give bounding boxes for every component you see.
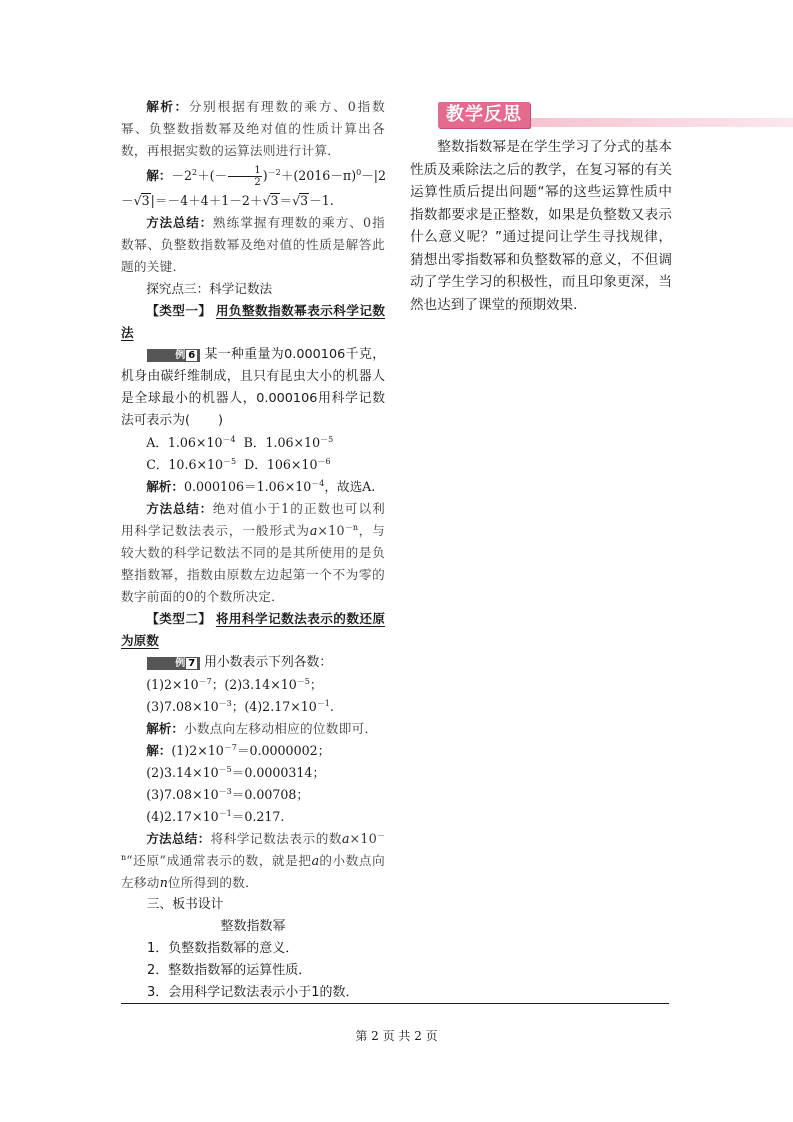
option-d: D．106×10 bbox=[244, 457, 318, 472]
exponent: －6 bbox=[317, 456, 331, 466]
right-column bbox=[410, 100, 672, 316]
method-text: 将科学记数法表示的数 bbox=[210, 831, 343, 846]
solution-row-2 bbox=[121, 762, 385, 784]
options-row-1 bbox=[121, 432, 385, 454]
solution-term: (1)2×10 bbox=[171, 743, 224, 758]
solution-term: (2)3.14×10 bbox=[146, 765, 219, 780]
sqrt-icon: √ bbox=[292, 193, 301, 208]
solution-term: ＝0.217. bbox=[231, 809, 285, 824]
item-text: (1)2×10 bbox=[146, 677, 199, 692]
explore-heading: 探究点三：科学记数法 bbox=[146, 281, 273, 296]
variable-a: a bbox=[342, 831, 350, 846]
exponent: －2 bbox=[267, 167, 281, 177]
variable-n: n bbox=[159, 875, 168, 890]
exponent: －n bbox=[344, 522, 359, 532]
solution-term: ＝ bbox=[279, 193, 293, 208]
example-badge: 例 7 bbox=[147, 657, 201, 670]
analysis-label: 解析： bbox=[146, 721, 184, 736]
exponent: －7 bbox=[198, 676, 212, 686]
reflection-heading-block bbox=[410, 100, 672, 132]
example-6 bbox=[121, 344, 385, 432]
type-1-heading bbox=[121, 300, 385, 344]
solution-term: |＝－4＋4＋1－2＋ bbox=[150, 193, 263, 208]
example-7 bbox=[121, 652, 385, 674]
fraction bbox=[228, 165, 262, 188]
solution-term: ＝0.0000314； bbox=[231, 765, 326, 780]
options-row-2 bbox=[121, 454, 385, 476]
method-text: ×10 bbox=[317, 523, 345, 538]
analysis-paragraph-1 bbox=[121, 96, 385, 162]
radicand: 3 bbox=[300, 193, 309, 208]
type-title: 用负整数指数幂表示科学记数法 bbox=[121, 303, 386, 340]
method-text: ×10 bbox=[349, 831, 378, 846]
analysis-paragraph-2 bbox=[121, 476, 385, 498]
exponent: 2 bbox=[191, 167, 198, 177]
item-text: ；(2)3.14×10 bbox=[211, 677, 297, 692]
method-label: 方法总结： bbox=[146, 215, 213, 230]
solution-label: 解： bbox=[146, 743, 172, 758]
exponent: －1 bbox=[316, 698, 330, 708]
exponent: 0 bbox=[356, 167, 362, 177]
method-text: “还原”成通常表示的数，就是把 bbox=[126, 853, 312, 868]
option-a: A．1.06×10 bbox=[146, 435, 223, 450]
reflection-heading: 教学反思 bbox=[438, 102, 530, 128]
method-summary-3 bbox=[121, 828, 385, 894]
example-text: 用小数表示下列各数： bbox=[204, 655, 333, 670]
method-text: 熟练掌握有理数的乘方、0指数幂、负整数指数幂及绝对值的性质是解答此题的关键． bbox=[121, 215, 385, 274]
type-label: 【类型二】 bbox=[146, 611, 212, 626]
exponent: －7 bbox=[223, 742, 237, 752]
method-label: 方法总结： bbox=[146, 501, 213, 516]
solution-term: －2 bbox=[171, 168, 192, 183]
analysis-text: 小数点向左移动相应的位数即可． bbox=[183, 721, 378, 736]
type-title: 将用科学记数法表示的数还原为原数 bbox=[121, 611, 386, 648]
exponent: －4 bbox=[222, 434, 236, 444]
solution-line-2 bbox=[121, 190, 385, 212]
exponent: －3 bbox=[218, 786, 232, 796]
method-label: 方法总结： bbox=[146, 831, 211, 846]
solution-label: 解： bbox=[146, 168, 172, 183]
analysis-text: 分别根据有理数的乘方、0指数幂、负整数指数幂及绝对值的性质计算出各数，再根据实数的运算法则进行计算． bbox=[121, 99, 386, 158]
radicand: 3 bbox=[141, 193, 150, 208]
method-summary-2 bbox=[121, 498, 385, 608]
radicand: 3 bbox=[270, 193, 279, 208]
solution-term: ＝0.00708； bbox=[231, 787, 310, 802]
sqrt-icon: √ bbox=[133, 193, 142, 208]
board-title: 整数指数幂 bbox=[220, 919, 286, 934]
example-7-items-2 bbox=[121, 696, 385, 718]
example-text-end: ) bbox=[217, 413, 223, 428]
solution-term: ＋(－ bbox=[197, 168, 228, 183]
option-b: B．1.06×10 bbox=[243, 435, 321, 450]
method-text: 位所得到的数． bbox=[167, 875, 259, 890]
solution-term: ＝0.0000002； bbox=[236, 743, 331, 758]
method-text: 的小数点向左移动 bbox=[121, 853, 386, 890]
exponent: －5 bbox=[223, 456, 237, 466]
analysis-text-end: ，故选A. bbox=[324, 479, 376, 494]
analysis-paragraph-3 bbox=[121, 718, 385, 740]
page-number: 第 2 页 共 2 页 bbox=[355, 1029, 438, 1043]
board-item-2: 2．整数指数幂的运算性质． bbox=[147, 963, 312, 978]
item-text: ； bbox=[309, 677, 323, 692]
footer-divider bbox=[121, 1003, 669, 1004]
example-7-items-1 bbox=[121, 674, 385, 696]
fraction-numerator: 1 bbox=[228, 165, 262, 177]
type-2-heading bbox=[121, 608, 385, 652]
method-text: 绝对值小于1的正数也可以利用科学记数法表示，一般形式为 bbox=[121, 501, 385, 538]
method-summary-1 bbox=[121, 212, 385, 278]
solution-term: ) bbox=[262, 168, 268, 183]
exponent: －4 bbox=[311, 478, 325, 488]
solution-term: (4)2.17×10 bbox=[146, 809, 219, 824]
solution-term: － bbox=[121, 193, 134, 208]
board-item-3: 3．会用科学记数法表示小于1的数． bbox=[147, 985, 359, 1000]
item-text: (3)7.08×10 bbox=[146, 699, 219, 714]
solution-term: －|2 bbox=[361, 168, 387, 183]
exponent: －n bbox=[121, 830, 386, 862]
analysis-label: 解析： bbox=[146, 99, 189, 114]
solution-term: －1. bbox=[309, 193, 334, 208]
reflection-text: 整数指数幂是在学生学习了分式的基本性质及乘除法之后的教学，在复习幂的有关运算性质后提出问题“幂的这些运算性质中指数都要求是正整数，如果是负整数又表示什么意义呢？”通过提问让学生寻找规律，猜想出零指数幂和负整数幂的意义，不但调动了学生学习的积极性，而且印象更深，当然也达到了课堂的预期效果． bbox=[410, 139, 672, 313]
item-text: ；(4)2.17×10 bbox=[231, 699, 317, 714]
solution-row-1 bbox=[121, 740, 385, 762]
type-label: 【类型一】 bbox=[146, 303, 212, 318]
left-column bbox=[121, 96, 385, 1004]
solution-row-4 bbox=[121, 806, 385, 828]
exponent: －3 bbox=[218, 698, 232, 708]
exponent: －5 bbox=[218, 764, 232, 774]
example-badge: 例 6 bbox=[147, 349, 201, 362]
exponent: －5 bbox=[320, 434, 334, 444]
solution-term: ＋(2016－π) bbox=[280, 168, 357, 183]
option-c: C．10.6×10 bbox=[146, 457, 224, 472]
solution-term: (3)7.08×10 bbox=[146, 787, 219, 802]
exponent: －1 bbox=[218, 808, 232, 818]
variable-a: a bbox=[309, 523, 318, 538]
analysis-text: 0.000106＝1.06×10 bbox=[183, 479, 312, 494]
variable-a: a bbox=[311, 853, 320, 868]
item-text: . bbox=[329, 699, 334, 714]
exponent: －5 bbox=[296, 676, 310, 686]
example-text: 某一种重量为0.000106千克，机身由碳纤维制成，且只有昆虫大小的机器人是全球最小的机器人，0.000106用科学记数法可表示为( bbox=[121, 347, 385, 428]
solution-line-1 bbox=[121, 162, 385, 190]
method-text: ，与较大数的科学记数法不同的是其所使用的是负整指数幂，指数由原数左边起第一个不为零的数字前面的0的个数所决定． bbox=[121, 523, 385, 604]
sqrt-icon: √ bbox=[262, 193, 271, 208]
solution-row-3 bbox=[121, 784, 385, 806]
board-item-1: 1．负整数指数幂的意义． bbox=[147, 941, 299, 956]
section-heading: 三、板书设计 bbox=[146, 897, 224, 912]
fraction-denominator: 2 bbox=[254, 177, 261, 188]
analysis-label: 解析： bbox=[146, 479, 184, 494]
